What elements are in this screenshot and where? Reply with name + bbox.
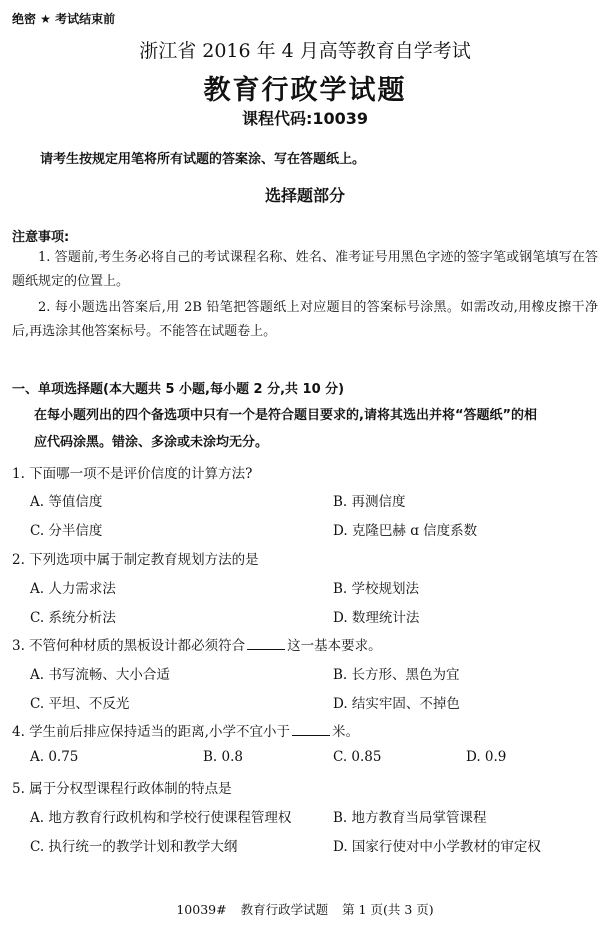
option-b: B. 再测信度 xyxy=(333,494,406,510)
question-stem-text: 米。 xyxy=(331,724,359,740)
option-c: C. 系统分析法 xyxy=(30,610,116,626)
option-b: B. 学校规划法 xyxy=(333,581,420,597)
course-code: 课程代码:10039 xyxy=(241,109,369,128)
question-stem: 5. 属于分权型课程行政体制的特点是 xyxy=(12,781,232,797)
option-b: B. 地方教育当局掌管课程 xyxy=(333,810,487,826)
footer-code: 10039# xyxy=(176,902,227,917)
question-stem xyxy=(12,720,359,740)
part-description-line: 应代码涂黑。错涂、多涂或未涂均无分。 xyxy=(34,435,269,450)
option-a: A. 人力需求法 xyxy=(30,581,116,597)
answer-blank xyxy=(292,723,330,736)
paper-title: 教育行政学试题 xyxy=(203,75,407,106)
option-b: B. 长方形、黑色为宜 xyxy=(333,667,460,683)
option-c: C. 0.85 xyxy=(333,749,382,765)
part-description-line: 在每小题列出的四个备选项中只有一个是符合题目要求的,请将其选出并将“答题纸”的相 xyxy=(34,408,538,423)
option-d: D. 数理统计法 xyxy=(333,610,420,626)
part-description xyxy=(12,402,598,456)
question-stem-text: 4. 学生前后排应保持适当的距离,小学不宜小于 xyxy=(12,724,290,740)
option-a: A. 0.75 xyxy=(30,749,79,765)
option-a: A. 等值信度 xyxy=(30,494,103,510)
answer-blank xyxy=(247,637,285,650)
option-d: D. 克隆巴赫 ɑ 信度系数 xyxy=(333,523,478,539)
question-stem-text: 这一基本要求。 xyxy=(287,638,382,654)
question-stem: 1. 下面哪一项不是评价信度的计算方法? xyxy=(12,466,253,482)
question-stem-text: 3. 不管何种材质的黑板设计都必须符合 xyxy=(12,638,246,654)
option-b: B. 0.8 xyxy=(203,749,243,765)
exam-title: 浙江省 2016 年 4 月高等教育自学考试 xyxy=(139,40,471,62)
option-c: C. 平坦、不反光 xyxy=(30,696,130,712)
option-d: D. 国家行使对中小学教材的审定权 xyxy=(333,839,541,855)
question-stem xyxy=(12,634,382,654)
option-d: D. 结实牢固、不掉色 xyxy=(333,696,460,712)
option-a: A. 地方教育行政机构和学校行使课程管理权 xyxy=(30,810,292,826)
note-item: 2. 每小题选出答案后,用 2B 铅笔把答题纸上对应题目的答案标号涂黑。如需改动,用橡皮擦干净后,再选涂其他答案标号。不能答在试题卷上。 xyxy=(12,300,598,339)
footer-page-number: 第 1 页(共 3 页) xyxy=(342,902,434,917)
section-title: 选择题部分 xyxy=(264,186,345,205)
note-item: 1. 答题前,考生务必将自己的考试课程名称、姓名、准考证号用黑色字迹的签字笔或钢笔填写在答题纸规定的位置上。 xyxy=(12,250,598,289)
answer-instruction: 请考生按规定用笔将所有试题的答案涂、写在答题纸上。 xyxy=(40,152,366,167)
part-heading: 一、单项选择题(本大题共 5 小题,每小题 2 分,共 10 分) xyxy=(12,382,345,397)
page-footer xyxy=(0,900,610,918)
option-c: C. 执行统一的教学计划和教学大纲 xyxy=(30,839,238,855)
option-a: A. 书写流畅、大小合适 xyxy=(30,667,170,683)
option-d: D. 0.9 xyxy=(466,749,507,765)
footer-title: 教育行政学试题 xyxy=(240,902,329,917)
notes-heading: 注意事项: xyxy=(12,230,70,245)
question-stem: 2. 下列选项中属于制定教育规划方法的是 xyxy=(12,552,259,568)
confidential-mark: 绝密 ★ 考试结束前 xyxy=(12,12,116,26)
option-c: C. 分半信度 xyxy=(30,523,103,539)
